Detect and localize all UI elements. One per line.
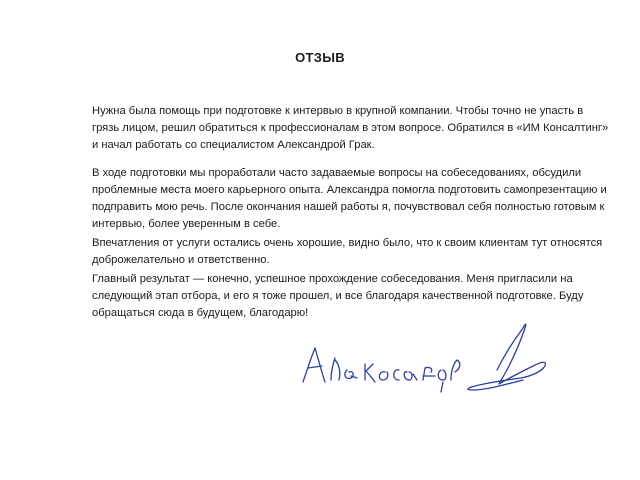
paragraph-impressions bbox=[92, 235, 612, 269]
text-line: обращаться сюда в будущем, благодарю! bbox=[92, 307, 309, 319]
text-line: следующий этап отбора, и его я тоже прошел, и все благодаря качественной подготовке. Буду bbox=[92, 290, 584, 302]
paragraph-preparation bbox=[92, 165, 612, 233]
paragraph-intro bbox=[92, 103, 612, 154]
text-line: и начал работать со специалистом Александрой Грак. bbox=[92, 139, 375, 151]
text-line: Главный результат — конечно, успешное прохождение собеседования. Меня пригласили на bbox=[92, 273, 573, 285]
text-line: проблемные места моего карьерного опыта. Александра помогла подготовить самопрезентацию и bbox=[92, 184, 607, 196]
text-line: доброжелательно и ответственно. bbox=[92, 254, 270, 266]
text-line: интервью, более уверенным в себе. bbox=[92, 218, 281, 230]
text-line: В ходе подготовки мы проработали часто задаваемые вопросы на собеседованиях, обсудили bbox=[92, 167, 582, 179]
handwritten-signature bbox=[295, 310, 565, 410]
text-line: Нужна была помощь при подготовке к интервью в крупной компании. Чтобы точно не упасть в bbox=[92, 105, 584, 117]
signature-name-stroke bbox=[303, 348, 460, 392]
text-line: грязь лицом, решил обратиться к профессионалам в этом вопросе. Обратился в «ИМ Консалтинг» bbox=[92, 122, 609, 134]
signature-flourish-stroke bbox=[468, 324, 545, 390]
text-line: подправить мою речь. После окончания нашей работы я, почувствовал себя полностью готовым к bbox=[92, 201, 605, 213]
text-line: Впечатления от услуги остались очень хорошие, видно было, что к своим клиентам тут относятся bbox=[92, 237, 603, 249]
document-title: ОТЗЫВ bbox=[295, 50, 345, 65]
